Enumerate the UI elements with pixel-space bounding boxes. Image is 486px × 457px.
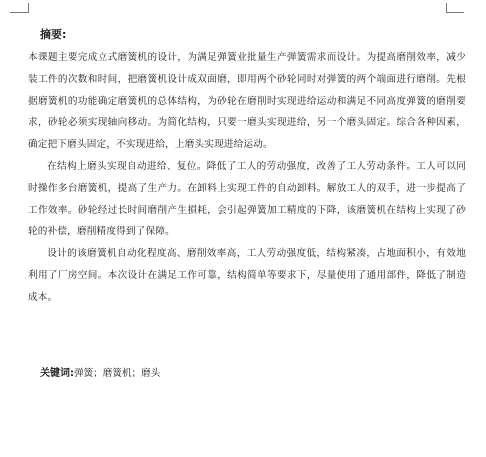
abstract-paragraph: 设计的该磨簧机自动化程度高、磨削效率高，工人劳动强度低，结构紧凑，占地面积小，有效地利用了厂房空间。本次设计在满足工作可靠，结构简单等要求下，尽量使用了通用部件，降低了制造成本。 xyxy=(28,248,466,303)
keywords-value: 弹簧；磨簧机；磨头 xyxy=(74,368,161,379)
keywords-label: 关键词: xyxy=(40,368,74,379)
abstract-paragraph: 在结构上磨头实现自动进给、复位。降低了工人的劳动强度，改善了工人劳动条件。工人可以同时操作多台磨簧机，提高了生产力。在卸料上实现工件的自动卸料。解放工人的双手，进一步提高了工作效率。砂轮经过长时间磨削产生損耗，会引起弹簧加工精度的下降，该磨簧机在结构上实现了砂轮的补偿，磨削精度得到了保障。 xyxy=(28,160,466,238)
crop-mark-top-left-horizontal xyxy=(10,12,28,13)
abstract-heading: 摘要: xyxy=(40,28,67,41)
crop-mark-top-right-horizontal xyxy=(446,12,464,13)
abstract-body xyxy=(28,47,466,309)
abstract-paragraph: 本课题主要完成立式磨簧机的设计，为满足弹簧业批量生产弹簧需求而设计。为提高磨削效率，减少装工件的次数和时间，把磨簧机设计成双面磨，即用两个砂轮同时对弹簧的两个端面进行磨削。先根据磨簧机的功能确定磨簧机的总体结构，为砂轮在磨削时实现进给运动和满足不同高度弹簧的磨削要求，砂轮必须实现轴向移动。为简化结构，只要一磨头实现进给，另一个磨头固定。综合各种因素，确定把下磨头固定，不实现进给，上磨头实现进给运动。 xyxy=(28,52,466,151)
crop-mark-top-right-vertical xyxy=(446,3,447,13)
crop-mark-top-left-vertical xyxy=(28,3,29,13)
keywords-line xyxy=(40,364,160,379)
